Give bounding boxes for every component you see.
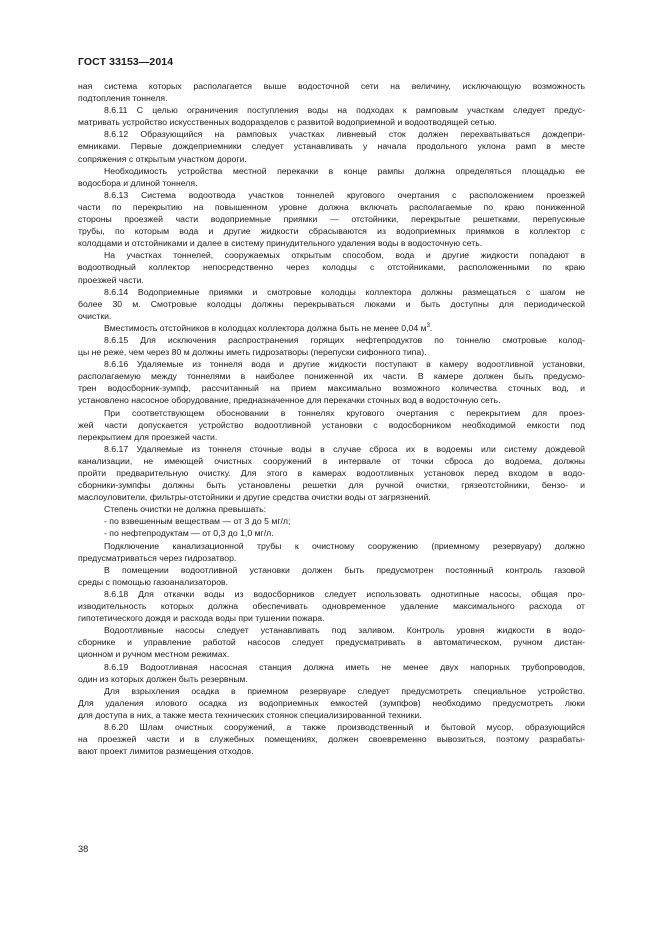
text-line: вают проект лимитов размещения отходов. — [78, 746, 254, 757]
text-line: более 30 м. Смотровые колодцы должны перекрываться люками и быть доступны для периодической — [78, 298, 585, 309]
text-line: очистки. — [78, 310, 112, 321]
page-number: 38 — [78, 844, 89, 854]
text-line: Подключение канализационной трубы к очистному сооружению (приемному резервуару) должно — [104, 540, 585, 551]
text-line: Степень очистки не должна превышать: — [104, 504, 267, 515]
paragraph — [78, 358, 585, 406]
superscript: 3 — [426, 322, 430, 329]
text-line: трен водосборник-зумпф, рассчитанный на прием максимально возможного количества сточных вод, и — [78, 383, 585, 394]
text-line: емниками. Первые дождеприемники следует устанавливать у начала продольного уклона рамп в месте — [78, 141, 585, 152]
text-line: водоотводный коллектор непосредственно через колодцы с отстойниками, расположенными по краю — [78, 262, 585, 273]
paragraph — [78, 503, 585, 515]
text-line: стороны проезжей части водоприемные приямки — отстойники, перекрытые решетками, перепускные — [78, 214, 585, 225]
paragraph — [78, 624, 585, 660]
text-line: 8.6.18 Для откачки воды из водосборников следует использовать однотипные насосы, общая про- — [104, 588, 585, 599]
paragraph — [78, 685, 585, 721]
text-line: маслоуловители, фильтры-отстойники и другие средства очистки воды от загрязнений. — [78, 492, 431, 503]
text-line: ная система которых располагается выше водосточной сети на величину, исключающую возможность — [78, 81, 585, 91]
text-line: В помещении водоотливной установки должен быть предусмотрен постоянный контроль газовой — [104, 564, 585, 575]
text-line: изводительность которых должна обеспечивать одновременное удаление максимального расхода от — [78, 601, 585, 612]
text-line: подтопления тоннеля. — [78, 93, 168, 104]
paragraph — [78, 104, 585, 128]
text-line: - по нефтепродуктам — от 0,3 до 1,0 мг/л. — [104, 528, 274, 539]
text-line: сборнике и управление работой насосов следует предусматривать в автоматическом, ручном дистан- — [78, 637, 585, 648]
text-line: На участках тоннелей, сооружаемых открытым способом, вода и другие жидкости попадают в — [104, 250, 585, 261]
text-line: на проезжей части и в служебных помещениях, должен своевременно вывозиться, поэтому разрабаты- — [78, 734, 585, 745]
text-line: Необходимость устройства местной перекачки в конце рампы должна определяться площадью ее — [104, 165, 585, 176]
paragraph — [78, 165, 585, 189]
paragraph — [78, 286, 585, 322]
text-line: гипотетического дождя и расхода воды при тушении пожара. — [78, 613, 325, 624]
text-line: 8.6.16 Удаляемые из тоннеля вода и другие жидкости поступают в камеру водоотливной установки, — [104, 359, 585, 370]
paragraph — [78, 721, 585, 757]
text-line: 8.6.19 Водоотливная насосная станция должна иметь не менее двух напорных трубопроводов, — [104, 661, 585, 672]
text-line: сборники-зумпфы должны быть установлены решетки для ручной очистки, грязеотстойники, бензо- и — [78, 480, 585, 491]
text-line: располагаемую между тоннелями в наиболее пониженной их части. В камере должен быть предусмо- — [78, 371, 585, 382]
text-line: 8.6.14 Водоприемные приямки и смотровые колодцы коллектора должны размещаться с шагом не — [104, 286, 585, 297]
paragraph — [78, 407, 585, 443]
text-line: один из которых должен быть резервным. — [78, 673, 248, 684]
list-item — [78, 515, 585, 527]
text-line: для доступа в них, а также места технических стоянок специализированной техники. — [78, 709, 422, 720]
text-line: Водоотливные насосы следует устанавливать под заливом. Контроль уровня жидкости в водо- — [104, 625, 585, 636]
text-line: Для взрыхления осадка в приемном резервуаре следует предусмотреть специальное устройство. — [104, 685, 585, 696]
text-line: предусматриваться через гидрозатвор. — [78, 552, 237, 563]
text-line: Для удаления илового осадка из водоприемных емкостей (зумпфов) необходимо предусмотреть люки — [78, 697, 585, 708]
paragraph — [78, 540, 585, 564]
paragraph — [78, 80, 585, 104]
paragraph — [78, 189, 585, 249]
text-line: установлено насосное оборудование, предназначенное для перекачки сточных вод в водосточную сеть. — [78, 395, 501, 406]
paragraph — [78, 334, 585, 358]
text-line: 8.6.12 Образующийся на рамповых участках ливневый сток должен перехватываться дождепри- — [104, 129, 585, 140]
text-line: 8.6.20 Шлам очистных сооружений, а также производственный и бытовой мусор, образующийся — [104, 721, 585, 732]
text-line: матривать устройство искусственных водоразделов с развитой водоприемной и водоотводящей сетью. — [78, 117, 497, 128]
text-line: трубы, по которым вода и другие жидкости сбрасываются из водоприемных приямков в коллектор с — [78, 226, 585, 237]
text-line: ционном и ручном местном режимах. — [78, 649, 230, 660]
text-line: 8.6.13 Система водоотвода участков тоннелей кругового очертания с расположением проезжей — [104, 189, 585, 200]
paragraph — [78, 322, 585, 334]
text-line: цы не реже, чем через 80 м должны иметь гидрозатворы (перепуски сифонного типа). — [78, 347, 427, 358]
list-item — [78, 527, 585, 539]
paragraph — [78, 443, 585, 503]
text-line: канализации, не имеющей очистных сооружений в интервале от точки сброса до водоема, должны — [78, 455, 585, 466]
text-line: 8.6.15 Для исключения распространения горящих нефтепродуктов по тоннелю смотровые колод- — [104, 334, 585, 345]
paragraph — [78, 128, 585, 164]
paragraph — [78, 564, 585, 588]
text-line: жей части допускается устройство водоотливной установки с водосборником необходимой емкости под — [78, 419, 585, 430]
text-line: 8.6.11 С целью ограничения поступления воды на подходах к рамповым участкам следует предус- — [104, 105, 585, 116]
text-line: части по перекрытию на повышенном уровне должна включать располагаемые по краю пониженной — [78, 201, 585, 212]
text-line: перекрытием для проезжей части. — [78, 431, 218, 442]
text-line: пройти предварительную очистку. Для этого в камерах водоотливных установок перед входом в водо- — [78, 468, 585, 478]
text-line: сопряжения с открытым участком дороги. — [78, 153, 247, 164]
document-header: ГОСТ 33153—2014 — [78, 56, 174, 68]
text-line: водосбора и длиной тоннеля. — [78, 177, 198, 188]
text-line: При соответствующем обосновании в тоннелях кругового очертания с перекрытием для проез- — [104, 407, 585, 418]
text-line: проезжей части. — [78, 274, 144, 285]
document-body — [78, 80, 585, 757]
paragraph — [78, 588, 585, 624]
paragraph — [78, 249, 585, 285]
paragraph — [78, 661, 585, 685]
text-line: Вместимость отстойников в колодцах коллектора должна быть не менее 0,04 $м^3$. — [104, 322, 433, 333]
text-line: 8.6.17 Удаляемые из тоннеля сточные воды в случае сброса их в водоемы или систему дождевой — [104, 443, 585, 454]
text-line: среды с помощью газоанализаторов. — [78, 576, 229, 587]
text-line: колодцами и отстойниками и далее в систему принудительного удаления воды в водосточную сеть. — [78, 238, 483, 249]
text-line: - по взвешенным веществам — от 3 до 5 мг/л; — [104, 516, 291, 527]
